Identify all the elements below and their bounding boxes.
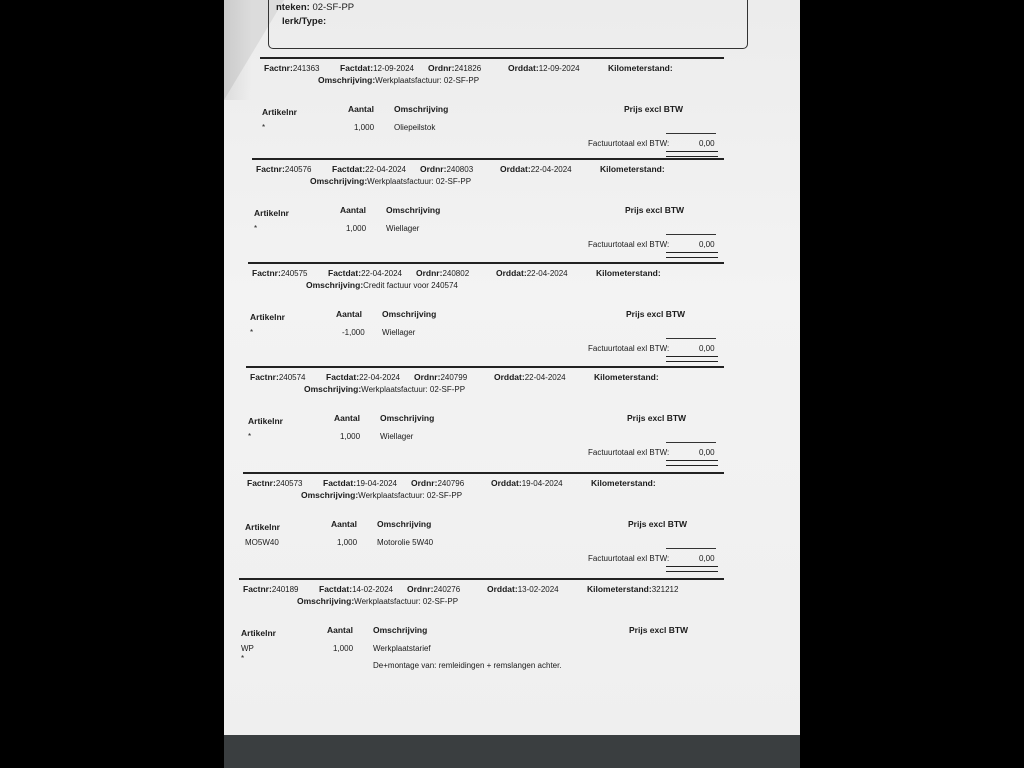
- item-extra-text: De+montage van: remleidingen + remslangen achter.: [373, 661, 562, 670]
- factnr-label: Factnr:: [247, 478, 276, 488]
- col-artikelnr: Artikelnr: [248, 416, 283, 426]
- totaal-label: Factuurtotaal exl BTW:: [588, 344, 670, 353]
- omschrijving-line: [301, 490, 462, 500]
- orddat: [494, 372, 566, 382]
- ordnr-value: 241826: [454, 64, 482, 73]
- col-omschrijving: Omschrijving: [386, 205, 441, 215]
- ordnr: [407, 584, 460, 594]
- ordnr-label: Ordnr:: [407, 584, 434, 594]
- orddat-label: Orddat:: [508, 63, 539, 73]
- col-artikelnr: Artikelnr: [254, 208, 289, 218]
- orddat-value: 22-04-2024: [526, 269, 568, 278]
- document-page: [224, 0, 800, 735]
- factnr-value: 240573: [275, 479, 303, 488]
- orddat-label: Orddat:: [494, 372, 525, 382]
- kilometerstand-value: 321212: [651, 585, 679, 594]
- factdat-label: Factdat:: [332, 164, 366, 174]
- omschrijving-label: Omschrijving:: [318, 75, 376, 85]
- factnr-value: 240575: [280, 269, 308, 278]
- merk-label: lerk/Type:: [282, 16, 327, 27]
- total-double-rule: [666, 460, 718, 466]
- kilometerstand: [608, 63, 673, 73]
- factnr-value: 241363: [292, 64, 320, 73]
- orddat-value: 13-02-2024: [517, 585, 559, 594]
- omschrijving-label: Omschrijving:: [297, 596, 355, 606]
- orddat: [508, 63, 580, 73]
- col-omschrijving: Omschrijving: [380, 413, 435, 423]
- factnr-value: 240189: [271, 585, 299, 594]
- orddat-label: Orddat:: [496, 268, 527, 278]
- kilometerstand-label: Kilometerstand:: [600, 164, 665, 174]
- col-omschrijving: Omschrijving: [382, 309, 437, 319]
- totaal-label: Factuurtotaal exl BTW:: [588, 240, 670, 249]
- factnr-value: 240576: [284, 165, 312, 174]
- factdat-value: 22-04-2024: [361, 269, 402, 278]
- omschrijving-label: Omschrijving:: [304, 384, 362, 394]
- orddat: [500, 164, 572, 174]
- invoice-top-rule: [239, 578, 724, 580]
- omschrijving-line: [318, 75, 479, 85]
- col-prijs: Prijs excl BTW: [629, 625, 689, 635]
- ordnr-value: 240796: [437, 479, 465, 488]
- item-omschrijving: Oliepeilstok: [394, 123, 436, 132]
- col-prijs: Prijs excl BTW: [625, 205, 685, 215]
- omschrijving-label: Omschrijving:: [306, 280, 364, 290]
- kilometerstand: [600, 164, 665, 174]
- subtotal-line: [666, 442, 716, 443]
- factnr: [256, 164, 312, 174]
- item-artikelnr: *: [254, 224, 258, 233]
- ordnr-value: 240799: [440, 373, 468, 382]
- factdat: [326, 372, 400, 382]
- totaal-label: Factuurtotaal exl BTW:: [588, 139, 670, 148]
- col-omschrijving: Omschrijving: [377, 519, 432, 529]
- subtotal-line: [666, 338, 716, 339]
- invoice-top-rule: [246, 366, 724, 368]
- omschrijving-value: Credit factuur voor 240574: [363, 281, 458, 290]
- col-artikelnr: Artikelnr: [241, 628, 276, 638]
- kilometerstand: [594, 372, 659, 382]
- factdat-value: 22-04-2024: [365, 165, 406, 174]
- orddat-value: 22-04-2024: [524, 373, 566, 382]
- total-double-rule: [666, 151, 718, 157]
- col-omschrijving: Omschrijving: [394, 104, 449, 114]
- col-prijs: Prijs excl BTW: [627, 413, 687, 423]
- item-omschrijving: Wiellager: [386, 224, 420, 233]
- factdat-label: Factdat:: [328, 268, 362, 278]
- omschrijving-value: Werkplaatsfactuur: 02-SF-PP: [367, 177, 472, 186]
- ordnr: [416, 268, 469, 278]
- omschrijving-line: [306, 280, 458, 290]
- col-artikelnr: Artikelnr: [262, 107, 297, 117]
- totaal-value: 0,00: [699, 448, 715, 457]
- item-aantal: -1,000: [342, 328, 365, 337]
- subtotal-line: [666, 548, 716, 549]
- omschrijving-line: [297, 596, 458, 606]
- ordnr-label: Ordnr:: [414, 372, 441, 382]
- totaal-label: Factuurtotaal exl BTW:: [588, 554, 670, 563]
- item-aantal: 1,000: [346, 224, 367, 233]
- omschrijving-value: Werkplaatsfactuur: 02-SF-PP: [358, 491, 463, 500]
- orddat: [496, 268, 568, 278]
- ordnr: [428, 63, 481, 73]
- orddat: [491, 478, 563, 488]
- ordnr-label: Ordnr:: [416, 268, 443, 278]
- kilometerstand-label: Kilometerstand:: [596, 268, 661, 278]
- orddat: [487, 584, 559, 594]
- omschrijving-line: [304, 384, 465, 394]
- kenteken-line: [276, 2, 354, 13]
- item-artikelnr: *: [248, 432, 252, 441]
- col-artikelnr: Artikelnr: [250, 312, 285, 322]
- kenteken-value: 02-SF-PP: [312, 2, 355, 13]
- item-artikelnr: MO5W40: [245, 538, 279, 547]
- omschrijving-value: Werkplaatsfactuur: 02-SF-PP: [354, 597, 459, 606]
- factnr-label: Factnr:: [250, 372, 279, 382]
- factdat-value: 12-09-2024: [373, 64, 414, 73]
- totaal-value: 0,00: [699, 139, 715, 148]
- kilometerstand-label: Kilometerstand:: [608, 63, 673, 73]
- factnr: [264, 63, 320, 73]
- col-aantal: Aantal: [336, 309, 362, 319]
- item-omschrijving: Motorolie 5W40: [377, 538, 434, 547]
- orddat-label: Orddat:: [491, 478, 522, 488]
- omschrijving-value: Werkplaatsfactuur: 02-SF-PP: [361, 385, 466, 394]
- item-aantal: 1,000: [333, 644, 354, 653]
- item-aantal: 1,000: [337, 538, 358, 547]
- kilometerstand-label: Kilometerstand:: [594, 372, 659, 382]
- factnr-label: Factnr:: [252, 268, 281, 278]
- ordnr: [414, 372, 467, 382]
- item-artikelnr-extra: *: [241, 654, 245, 663]
- item-omschrijving: Wiellager: [382, 328, 416, 337]
- col-aantal: Aantal: [331, 519, 357, 529]
- ordnr: [411, 478, 464, 488]
- ordnr-value: 240803: [446, 165, 474, 174]
- factnr: [243, 584, 299, 594]
- factdat: [340, 63, 414, 73]
- factdat: [323, 478, 397, 488]
- factdat: [328, 268, 402, 278]
- total-double-rule: [666, 356, 718, 362]
- item-artikelnr: *: [262, 123, 266, 132]
- invoice-top-rule: [252, 158, 724, 160]
- fold-shadow: [224, 0, 252, 100]
- col-aantal: Aantal: [334, 413, 360, 423]
- omschrijving-label: Omschrijving:: [301, 490, 359, 500]
- item-artikelnr: *: [250, 328, 254, 337]
- orddat-value: 22-04-2024: [530, 165, 572, 174]
- ordnr-label: Ordnr:: [411, 478, 438, 488]
- col-prijs: Prijs excl BTW: [628, 519, 688, 529]
- col-artikelnr: Artikelnr: [245, 522, 280, 532]
- invoice-top-rule: [243, 472, 724, 474]
- totaal-label: Factuurtotaal exl BTW:: [588, 448, 670, 457]
- ordnr-label: Ordnr:: [428, 63, 455, 73]
- factnr: [247, 478, 303, 488]
- factdat-value: 22-04-2024: [359, 373, 400, 382]
- subtotal-line: [666, 234, 716, 235]
- item-aantal: 1,000: [340, 432, 361, 441]
- orddat-label: Orddat:: [487, 584, 518, 594]
- kilometerstand: [596, 268, 661, 278]
- factnr-label: Factnr:: [264, 63, 293, 73]
- factdat-label: Factdat:: [326, 372, 360, 382]
- factdat-label: Factdat:: [323, 478, 357, 488]
- factnr-label: Factnr:: [256, 164, 285, 174]
- factdat-label: Factdat:: [319, 584, 353, 594]
- item-artikelnr: WP: [241, 644, 254, 653]
- totaal-value: 0,00: [699, 344, 715, 353]
- factdat-value: 14-02-2024: [352, 585, 393, 594]
- kilometerstand: [587, 584, 678, 594]
- col-aantal: Aantal: [348, 104, 374, 114]
- ordnr-label: Ordnr:: [420, 164, 447, 174]
- invoice-top-rule: [260, 57, 724, 59]
- col-prijs: Prijs excl BTW: [626, 309, 686, 319]
- omschrijving-label: Omschrijving:: [310, 176, 368, 186]
- ordnr-value: 240276: [433, 585, 461, 594]
- item-aantal: 1,000: [354, 123, 375, 132]
- totaal-value: 0,00: [699, 240, 715, 249]
- col-prijs: Prijs excl BTW: [624, 104, 684, 114]
- item-omschrijving: Wiellager: [380, 432, 414, 441]
- factnr-label: Factnr:: [243, 584, 272, 594]
- orddat-label: Orddat:: [500, 164, 531, 174]
- ordnr: [420, 164, 473, 174]
- orddat-value: 12-09-2024: [538, 64, 580, 73]
- merk-line: [282, 16, 326, 27]
- total-double-rule: [666, 252, 718, 258]
- factnr-value: 240574: [278, 373, 306, 382]
- kilometerstand: [591, 478, 656, 488]
- orddat-value: 19-04-2024: [521, 479, 563, 488]
- col-aantal: Aantal: [340, 205, 366, 215]
- ordnr-value: 240802: [442, 269, 470, 278]
- col-omschrijving: Omschrijving: [373, 625, 428, 635]
- kilometerstand-label: Kilometerstand:: [587, 584, 652, 594]
- factnr: [252, 268, 308, 278]
- invoice-top-rule: [248, 262, 724, 264]
- factdat: [332, 164, 406, 174]
- kenteken-label: nteken:: [276, 2, 310, 13]
- background-floor: [224, 735, 800, 768]
- totaal-value: 0,00: [699, 554, 715, 563]
- col-aantal: Aantal: [327, 625, 353, 635]
- factdat-label: Factdat:: [340, 63, 374, 73]
- factdat-value: 19-04-2024: [356, 479, 397, 488]
- factnr: [250, 372, 306, 382]
- total-double-rule: [666, 566, 718, 572]
- omschrijving-value: Werkplaatsfactuur: 02-SF-PP: [375, 76, 480, 85]
- kilometerstand-label: Kilometerstand:: [591, 478, 656, 488]
- subtotal-line: [666, 133, 716, 134]
- item-omschrijving: Werkplaatstarief: [373, 644, 431, 653]
- omschrijving-line: [310, 176, 471, 186]
- factdat: [319, 584, 393, 594]
